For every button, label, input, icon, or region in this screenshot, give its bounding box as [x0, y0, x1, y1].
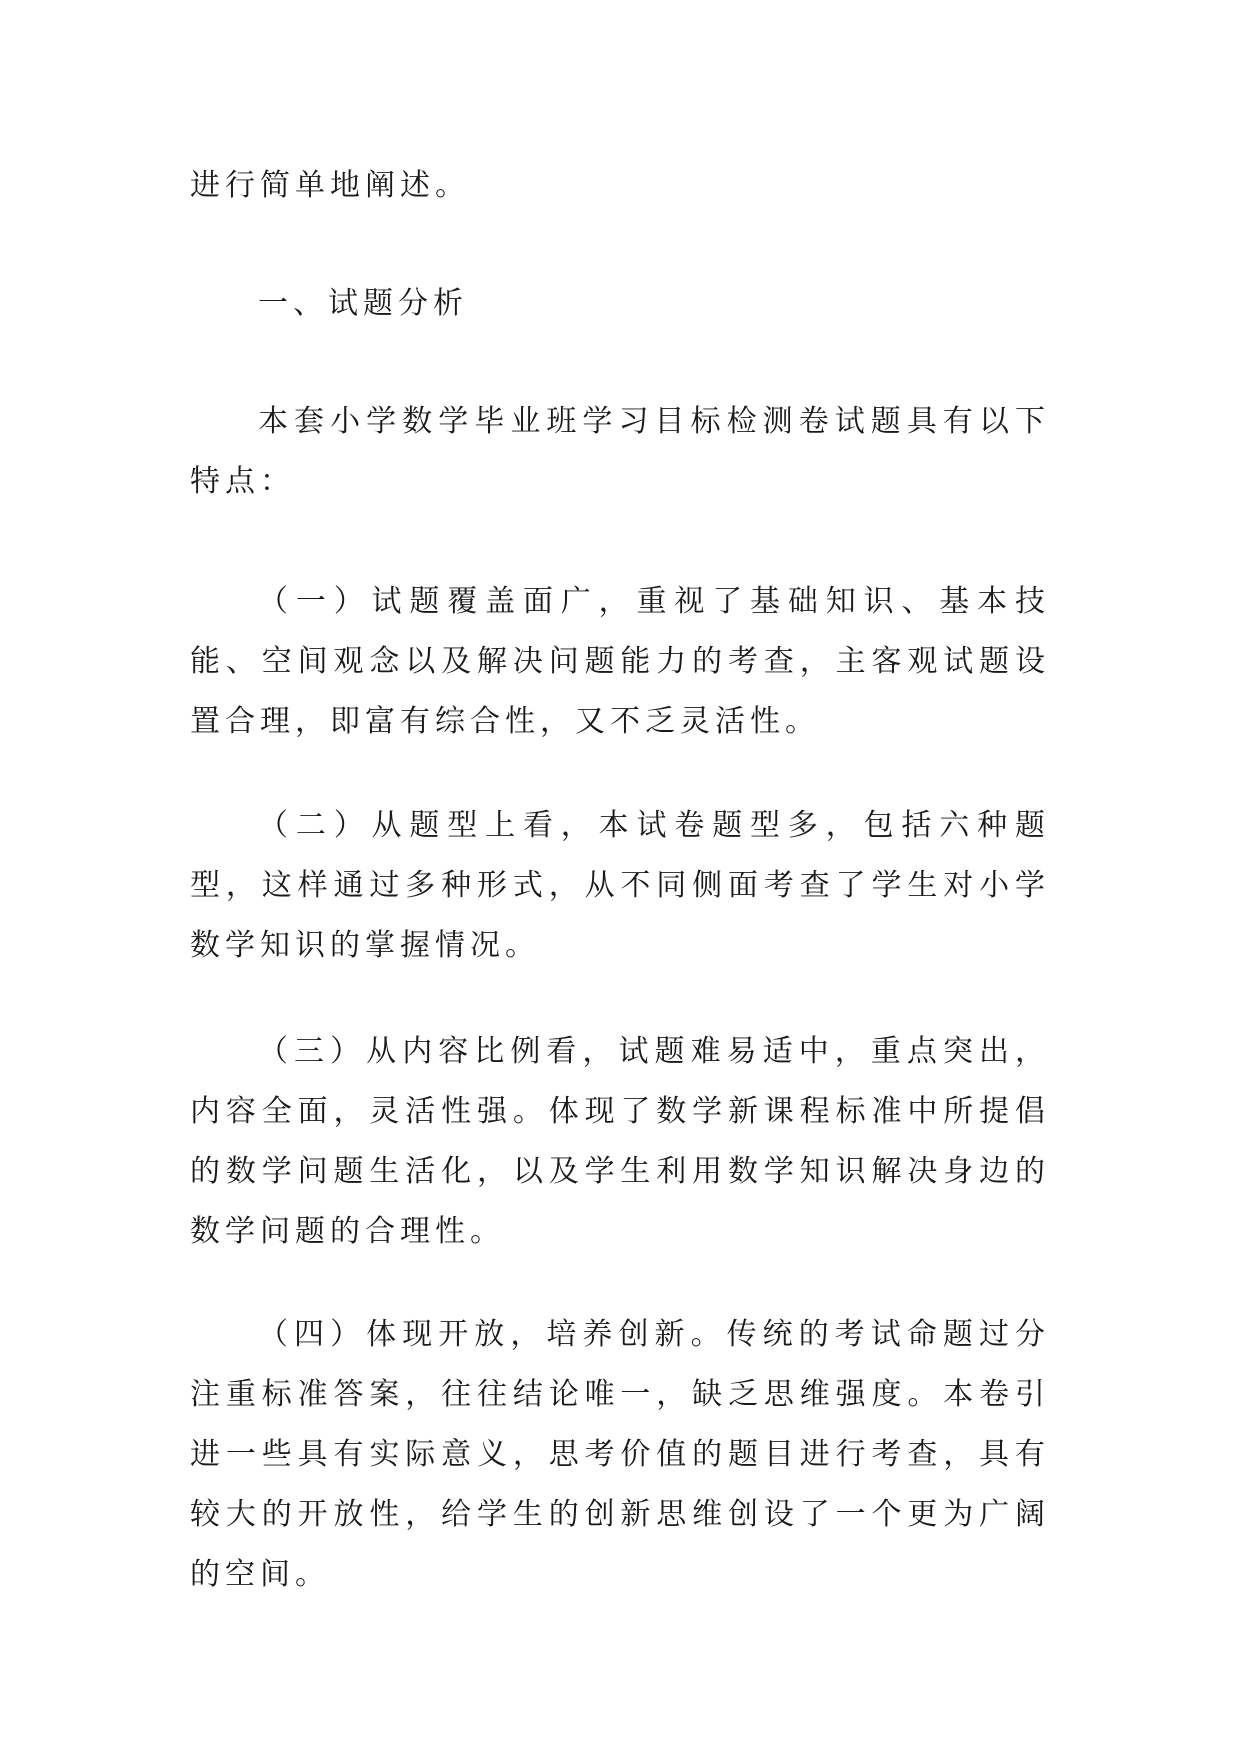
section-heading: 一、试题分析: [258, 286, 468, 321]
analysis-item-4: （四）体现开放，培养创新。传统的考试命题过分注重标准答案，往往结论唯一，缺乏思维强度。本卷引进一些具有实际意义，思考价值的题目进行考查，具有较大的开放性，给学生的创新思维创设了一个更为广阔的空间。: [190, 1317, 1050, 1592]
analysis-item-3: （三）从内容比例看，试题难易适中，重点突出，内容全面，灵活性强。体现了数学新课程标准中所提倡的数学问题生活化，以及学生利用数学知识解决身边的数学问题的合理性。: [190, 1034, 1050, 1249]
continuation-paragraph: 进行简单地阐述。: [190, 168, 470, 203]
analysis-item-1: （一）试题覆盖面广，重视了基础知识、基本技能、空间观念以及解决问题能力的考查，主客观试题设置合理，即富有综合性，又不乏灵活性。: [190, 584, 1050, 739]
analysis-item-2: （二）从题型上看，本试卷题型多，包括六种题型，这样通过多种形式，从不同侧面考查了学生对小学数学知识的掌握情况。: [190, 808, 1050, 963]
intro-paragraph: 本套小学数学毕业班学习目标检测卷试题具有以下特点：: [190, 404, 1050, 499]
